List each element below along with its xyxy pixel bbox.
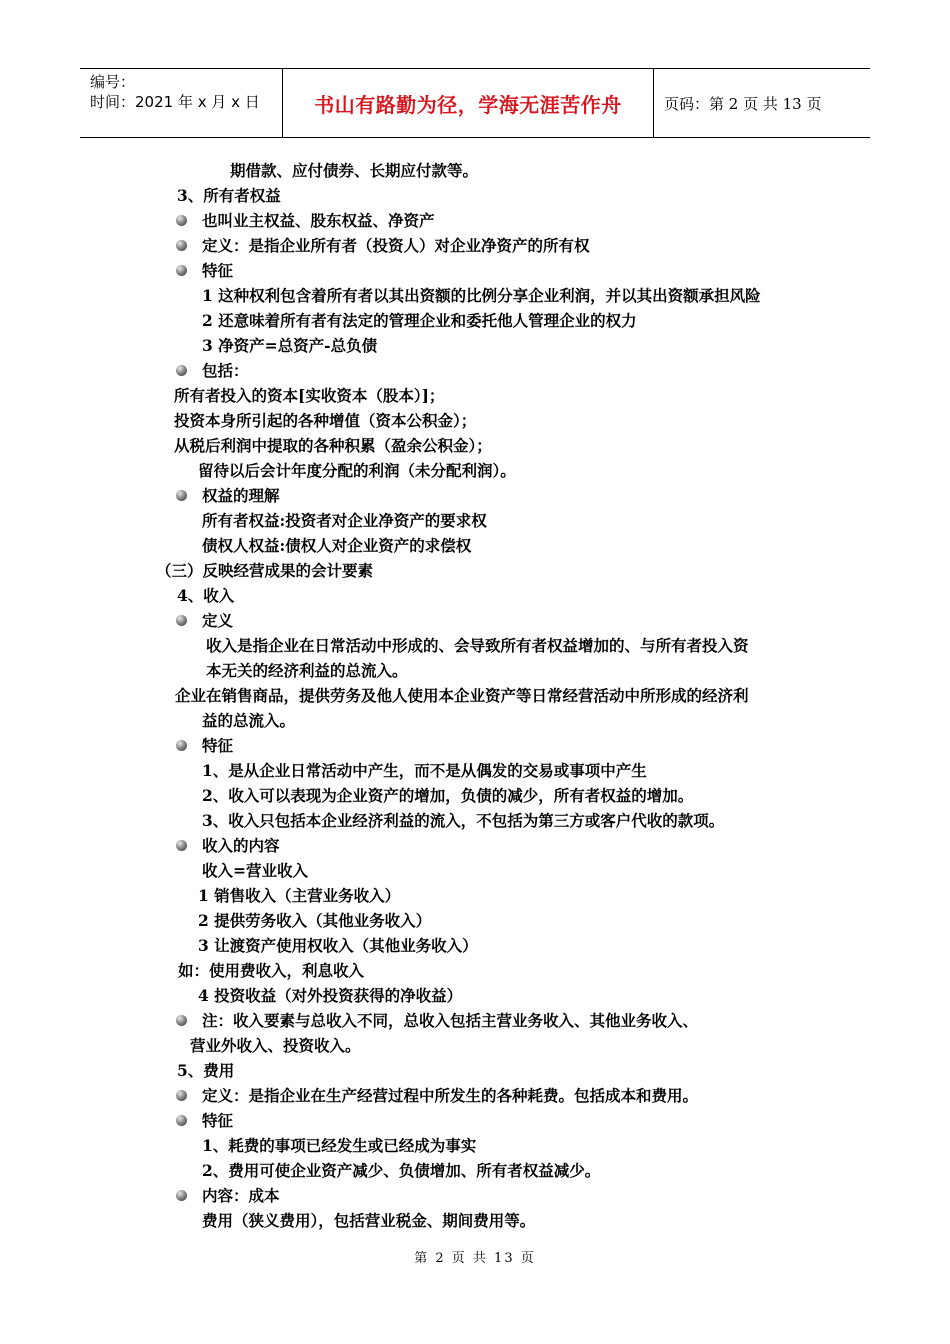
list-item: 权益的理解	[202, 486, 280, 505]
bullet-icon	[176, 1115, 187, 1126]
page-header	[80, 68, 870, 138]
section-heading: 5、费用	[177, 1061, 235, 1080]
text-line: 4 投资收益（对外投资获得的净收益）	[198, 986, 463, 1005]
list-item: 定义：是指企业所有者（投资人）对企业净资产的所有权	[202, 236, 590, 255]
text-line: 1 这种权利包含着所有者以其出资额的比例分享企业利润，并以其出资额承担风险	[202, 286, 761, 305]
list-item: 特征	[202, 261, 234, 280]
text-line: 收入=营业收入	[202, 861, 308, 880]
text-line: 从税后利润中提取的各种积累（盈余公积金）；	[174, 436, 492, 455]
text-line: 2 提供劳务收入（其他业务收入）	[198, 911, 432, 930]
text-line: 债权人权益:债权人对企业资产的求偿权	[202, 536, 472, 555]
header-motto: 书山有路勤为径，学海无涯苦作舟	[282, 69, 654, 137]
text-line: 企业在销售商品，提供劳务及他人使用本企业资产等日常经营活动中所形成的经济利	[175, 686, 749, 705]
text-line: 收入是指企业在日常活动中形成的、会导致所有者权益增加的、与所有者投入资	[206, 636, 749, 655]
text-line: 3 让渡资产使用权收入（其他业务收入）	[198, 936, 478, 955]
bullet-icon	[176, 365, 187, 376]
bullet-icon	[176, 1015, 187, 1026]
bullet-icon	[176, 740, 187, 751]
header-page-info: 页码：第 2 页 共 13 页	[664, 94, 822, 113]
text-line: 营业外收入、投资收入。	[190, 1036, 361, 1055]
bullet-icon	[176, 265, 187, 276]
list-item: 注：收入要素与总收入不同，总收入包括主营业务收入、其他业务收入、	[202, 1011, 699, 1030]
text-line: 2、收入可以表现为企业资产的增加，负债的减少，所有者权益的增加。	[202, 786, 694, 805]
list-item: 定义：是指企业在生产经营过程中所发生的各种耗费。包括成本和费用。	[202, 1086, 699, 1105]
list-item: 也叫业主权益、股东权益、净资产	[202, 211, 435, 230]
list-item: 特征	[202, 736, 234, 755]
list-item: 内容：成本	[202, 1186, 280, 1205]
text-line: 1 销售收入（主营业务收入）	[198, 886, 401, 905]
section-heading: 3、所有者权益	[177, 186, 281, 205]
bullet-icon	[176, 1090, 187, 1101]
text-line: 3 净资产=总资产-总负债	[202, 336, 378, 355]
page-footer: 第 2 页 共 13 页	[414, 1251, 536, 1266]
bullet-icon	[176, 215, 187, 226]
text-line: 本无关的经济利益的总流入。	[206, 661, 408, 680]
document-time: 时间：2021 年 x 月 x 日	[90, 93, 260, 111]
text-line: 2、费用可使企业资产减少、负债增加、所有者权益减少。	[202, 1161, 601, 1180]
list-item: 收入的内容	[202, 836, 280, 855]
text-line: 如：使用费收入，利息收入	[178, 961, 365, 980]
text-line: 3、收入只包括本企业经济利益的流入，不包括为第三方或客户代收的款项。	[202, 811, 725, 830]
text-line: 留待以后会计年度分配的利润（未分配利润）。	[198, 461, 516, 480]
bullet-icon	[176, 615, 187, 626]
header-meta	[80, 69, 282, 137]
text-line: 所有者权益:投资者对企业净资产的要求权	[202, 511, 487, 530]
text-line: 1、耗费的事项已经发生或已经成为事实	[202, 1136, 477, 1155]
text-line: 投资本身所引起的各种增值（资本公积金）；	[174, 411, 477, 430]
list-item: 包括：	[202, 361, 249, 380]
text-line: 1、是从企业日常活动中产生，而不是从偶发的交易或事项中产生	[202, 761, 647, 780]
text-line: 2 还意味着所有者有法定的管理企业和委托他人管理企业的权力	[202, 311, 637, 330]
text-line: 费用（狭义费用），包括营业税金、期间费用等。	[202, 1211, 536, 1230]
bullet-icon	[176, 840, 187, 851]
section-heading: 4、收入	[177, 586, 235, 605]
text-line: 期借款、应付债券、长期应付款等。	[230, 161, 479, 180]
bullet-icon	[176, 1190, 187, 1201]
document-number: 编号：	[90, 73, 136, 91]
section-heading: （三）反映经营成果的会计要素	[156, 561, 374, 580]
bullet-icon	[176, 240, 187, 251]
text-line: 所有者投入的资本[实收资本（股本）]；	[174, 386, 445, 405]
list-item: 定义	[202, 611, 234, 630]
text-line: 益的总流入。	[202, 711, 296, 730]
bullet-icon	[176, 490, 187, 501]
list-item: 特征	[202, 1111, 234, 1130]
